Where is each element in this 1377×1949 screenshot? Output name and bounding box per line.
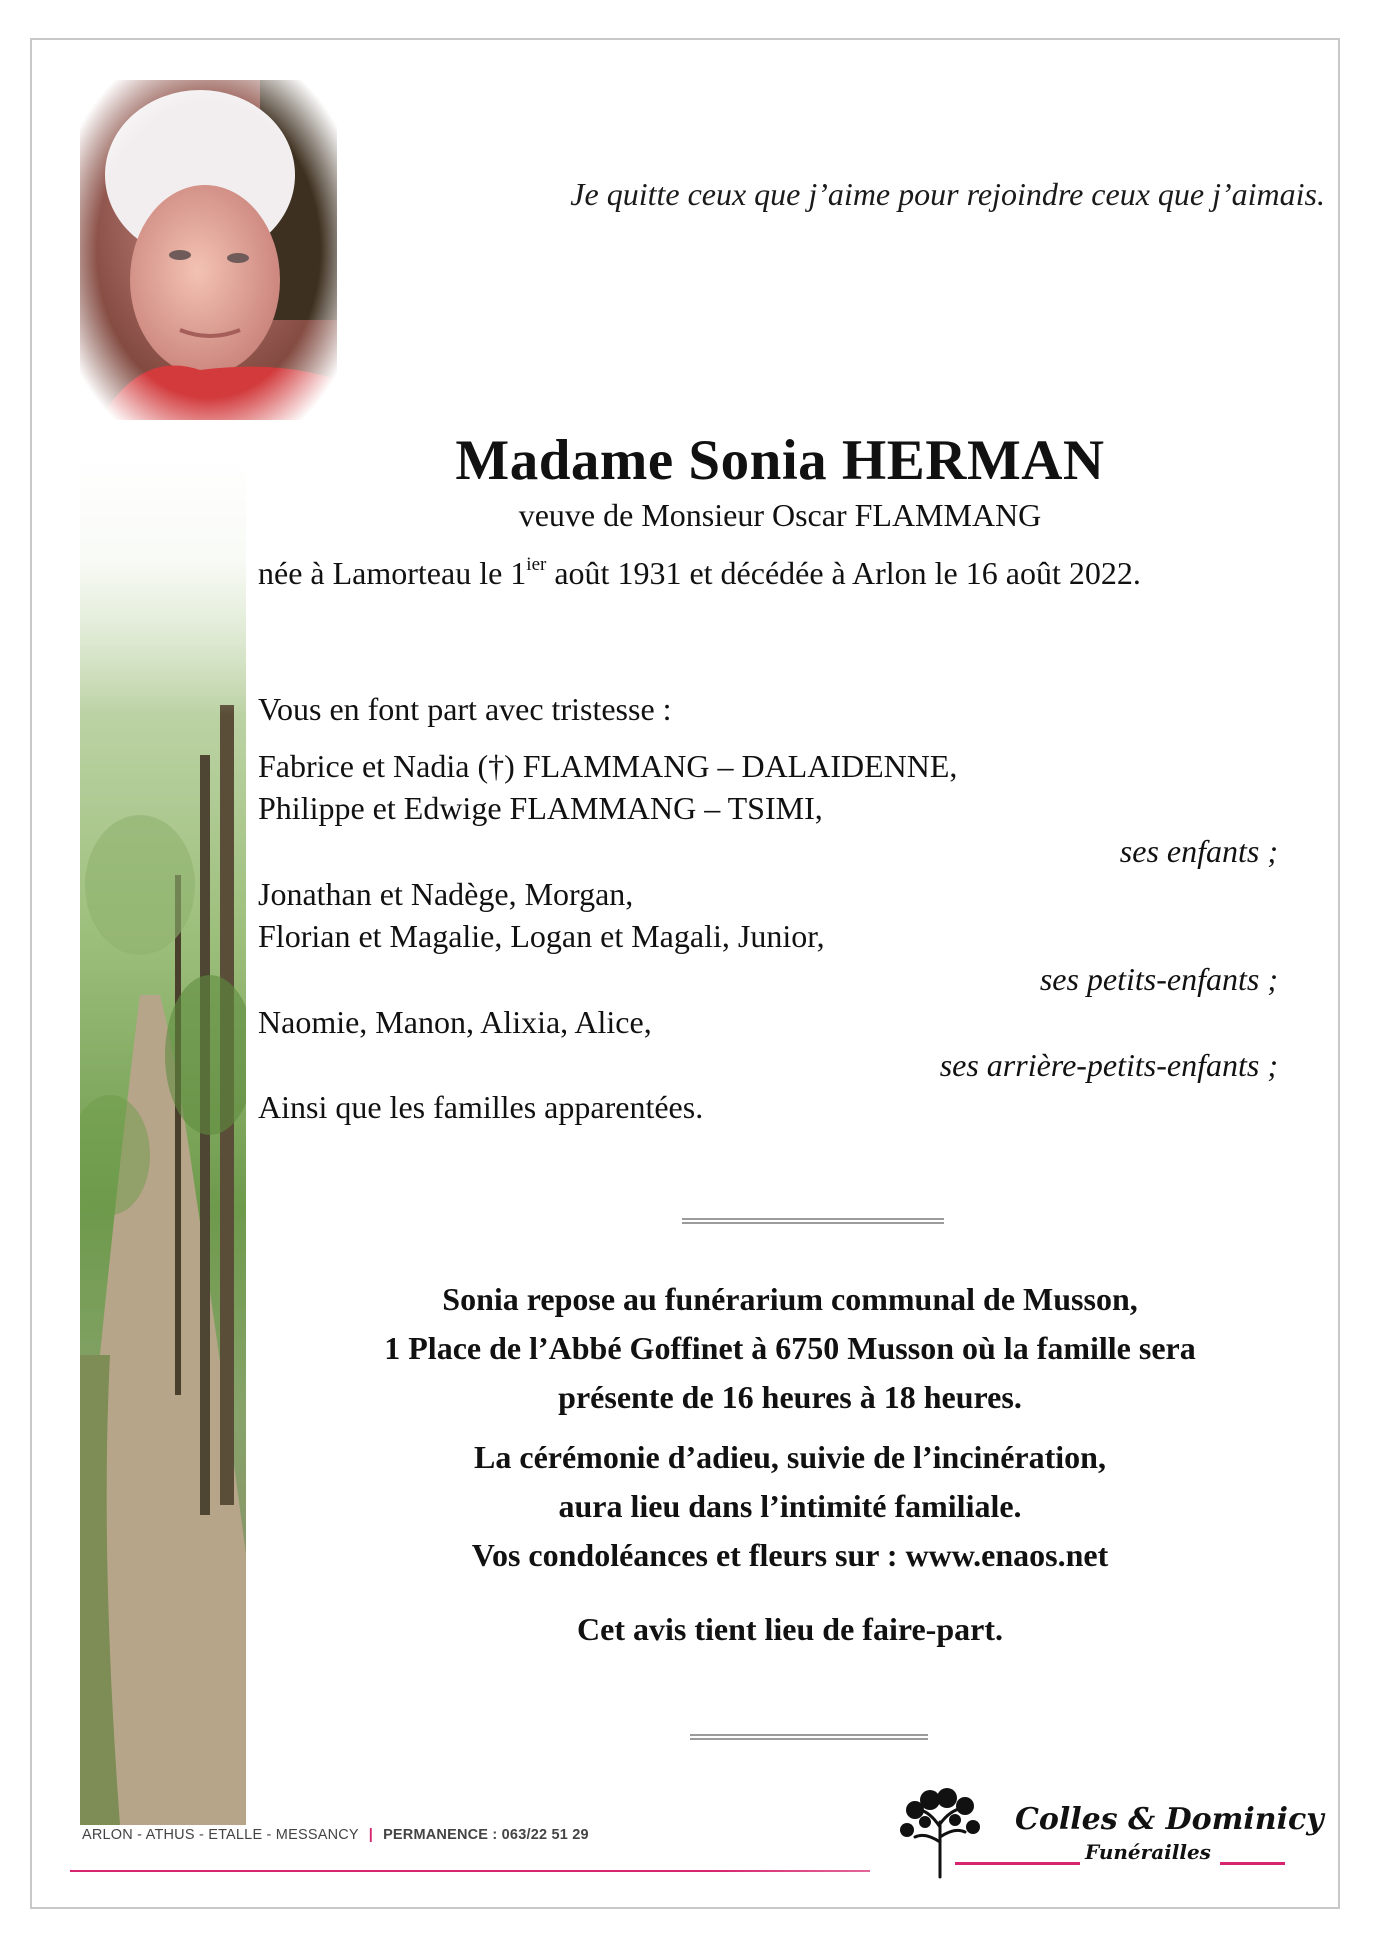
birth-death-dates bbox=[258, 554, 1298, 592]
grandchildren-line: Jonathan et Nadège, Morgan, bbox=[258, 875, 634, 912]
dates-superscript: ier bbox=[526, 554, 547, 575]
widow-of: veuve de Monsieur Oscar FLAMMANG bbox=[518, 497, 1042, 533]
great-grandchildren-role: ses arrière-petits-enfants ; bbox=[939, 1046, 1278, 1083]
repose-info bbox=[280, 1275, 1300, 1422]
ceremony-line: La cérémonie d’adieu, suivie de l’incinération, bbox=[474, 1439, 1106, 1475]
footer-locations: ARLON - ATHUS - ETALLE - MESSANCY bbox=[82, 1827, 359, 1843]
footer-contact bbox=[82, 1827, 589, 1843]
logo-accent-line bbox=[955, 1862, 1080, 1865]
dates-prefix: née à Lamorteau le 1 bbox=[258, 555, 527, 591]
logo-name: Colles & Dominicy bbox=[1015, 1802, 1324, 1837]
deceased-name: Madame Sonia HERMAN bbox=[455, 429, 1105, 492]
divider-top bbox=[682, 1218, 944, 1224]
epitaph-quote: Je quitte ceux que j’aime pour rejoindre ceux que j’aimais. bbox=[570, 176, 1325, 212]
dates-suffix: août 1931 et décédée à Arlon le 16 août 2022. bbox=[546, 555, 1141, 591]
portrait-photo bbox=[80, 80, 337, 420]
family-list bbox=[258, 688, 1278, 1129]
divider-bottom bbox=[690, 1734, 928, 1740]
repose-line: présente de 16 heures à 18 heures. bbox=[558, 1379, 1022, 1415]
children-line: Fabrice et Nadia (†) FLAMMANG – DALAIDENNE, bbox=[258, 747, 958, 784]
forest-path-image bbox=[80, 455, 246, 1825]
logo-accent-line bbox=[1220, 1862, 1285, 1865]
funeral-home-logo bbox=[885, 1782, 1324, 1882]
great-grandchildren-line: Naomie, Manon, Alixia, Alice, bbox=[258, 1003, 652, 1040]
grandchildren-role: ses petits-enfants ; bbox=[1039, 961, 1278, 998]
ceremony-info bbox=[280, 1433, 1300, 1580]
repose-line: 1 Place de l’Abbé Goffinet à 6750 Musson où la famille sera bbox=[384, 1330, 1196, 1366]
footer-permanence: PERMANENCE : 063/22 51 29 bbox=[383, 1827, 589, 1843]
family-closing: Ainsi que les familles apparentées. bbox=[258, 1089, 704, 1126]
logo-subtitle: Funérailles bbox=[1085, 1840, 1211, 1864]
condolences-line: Vos condoléances et fleurs sur : www.enaos.net bbox=[471, 1537, 1109, 1573]
forest-fade bbox=[80, 455, 246, 715]
repose-line: Sonia repose au funérarium communal de Musson, bbox=[442, 1281, 1138, 1317]
footer-rule bbox=[70, 1870, 870, 1872]
children-role: ses enfants ; bbox=[1119, 833, 1278, 870]
grandchildren-line: Florian et Magalie, Logan et Magali, Junior, bbox=[258, 918, 825, 955]
ceremony-line: aura lieu dans l’intimité familiale. bbox=[558, 1488, 1022, 1524]
tree-icon bbox=[885, 1782, 995, 1882]
family-intro: Vous en font part avec tristesse : bbox=[258, 691, 672, 727]
footer-separator: | bbox=[368, 1827, 374, 1843]
children-line: Philippe et Edwige FLAMMANG – TSIMI, bbox=[258, 790, 823, 827]
notice-line: Cet avis tient lieu de faire-part. bbox=[577, 1611, 1003, 1647]
